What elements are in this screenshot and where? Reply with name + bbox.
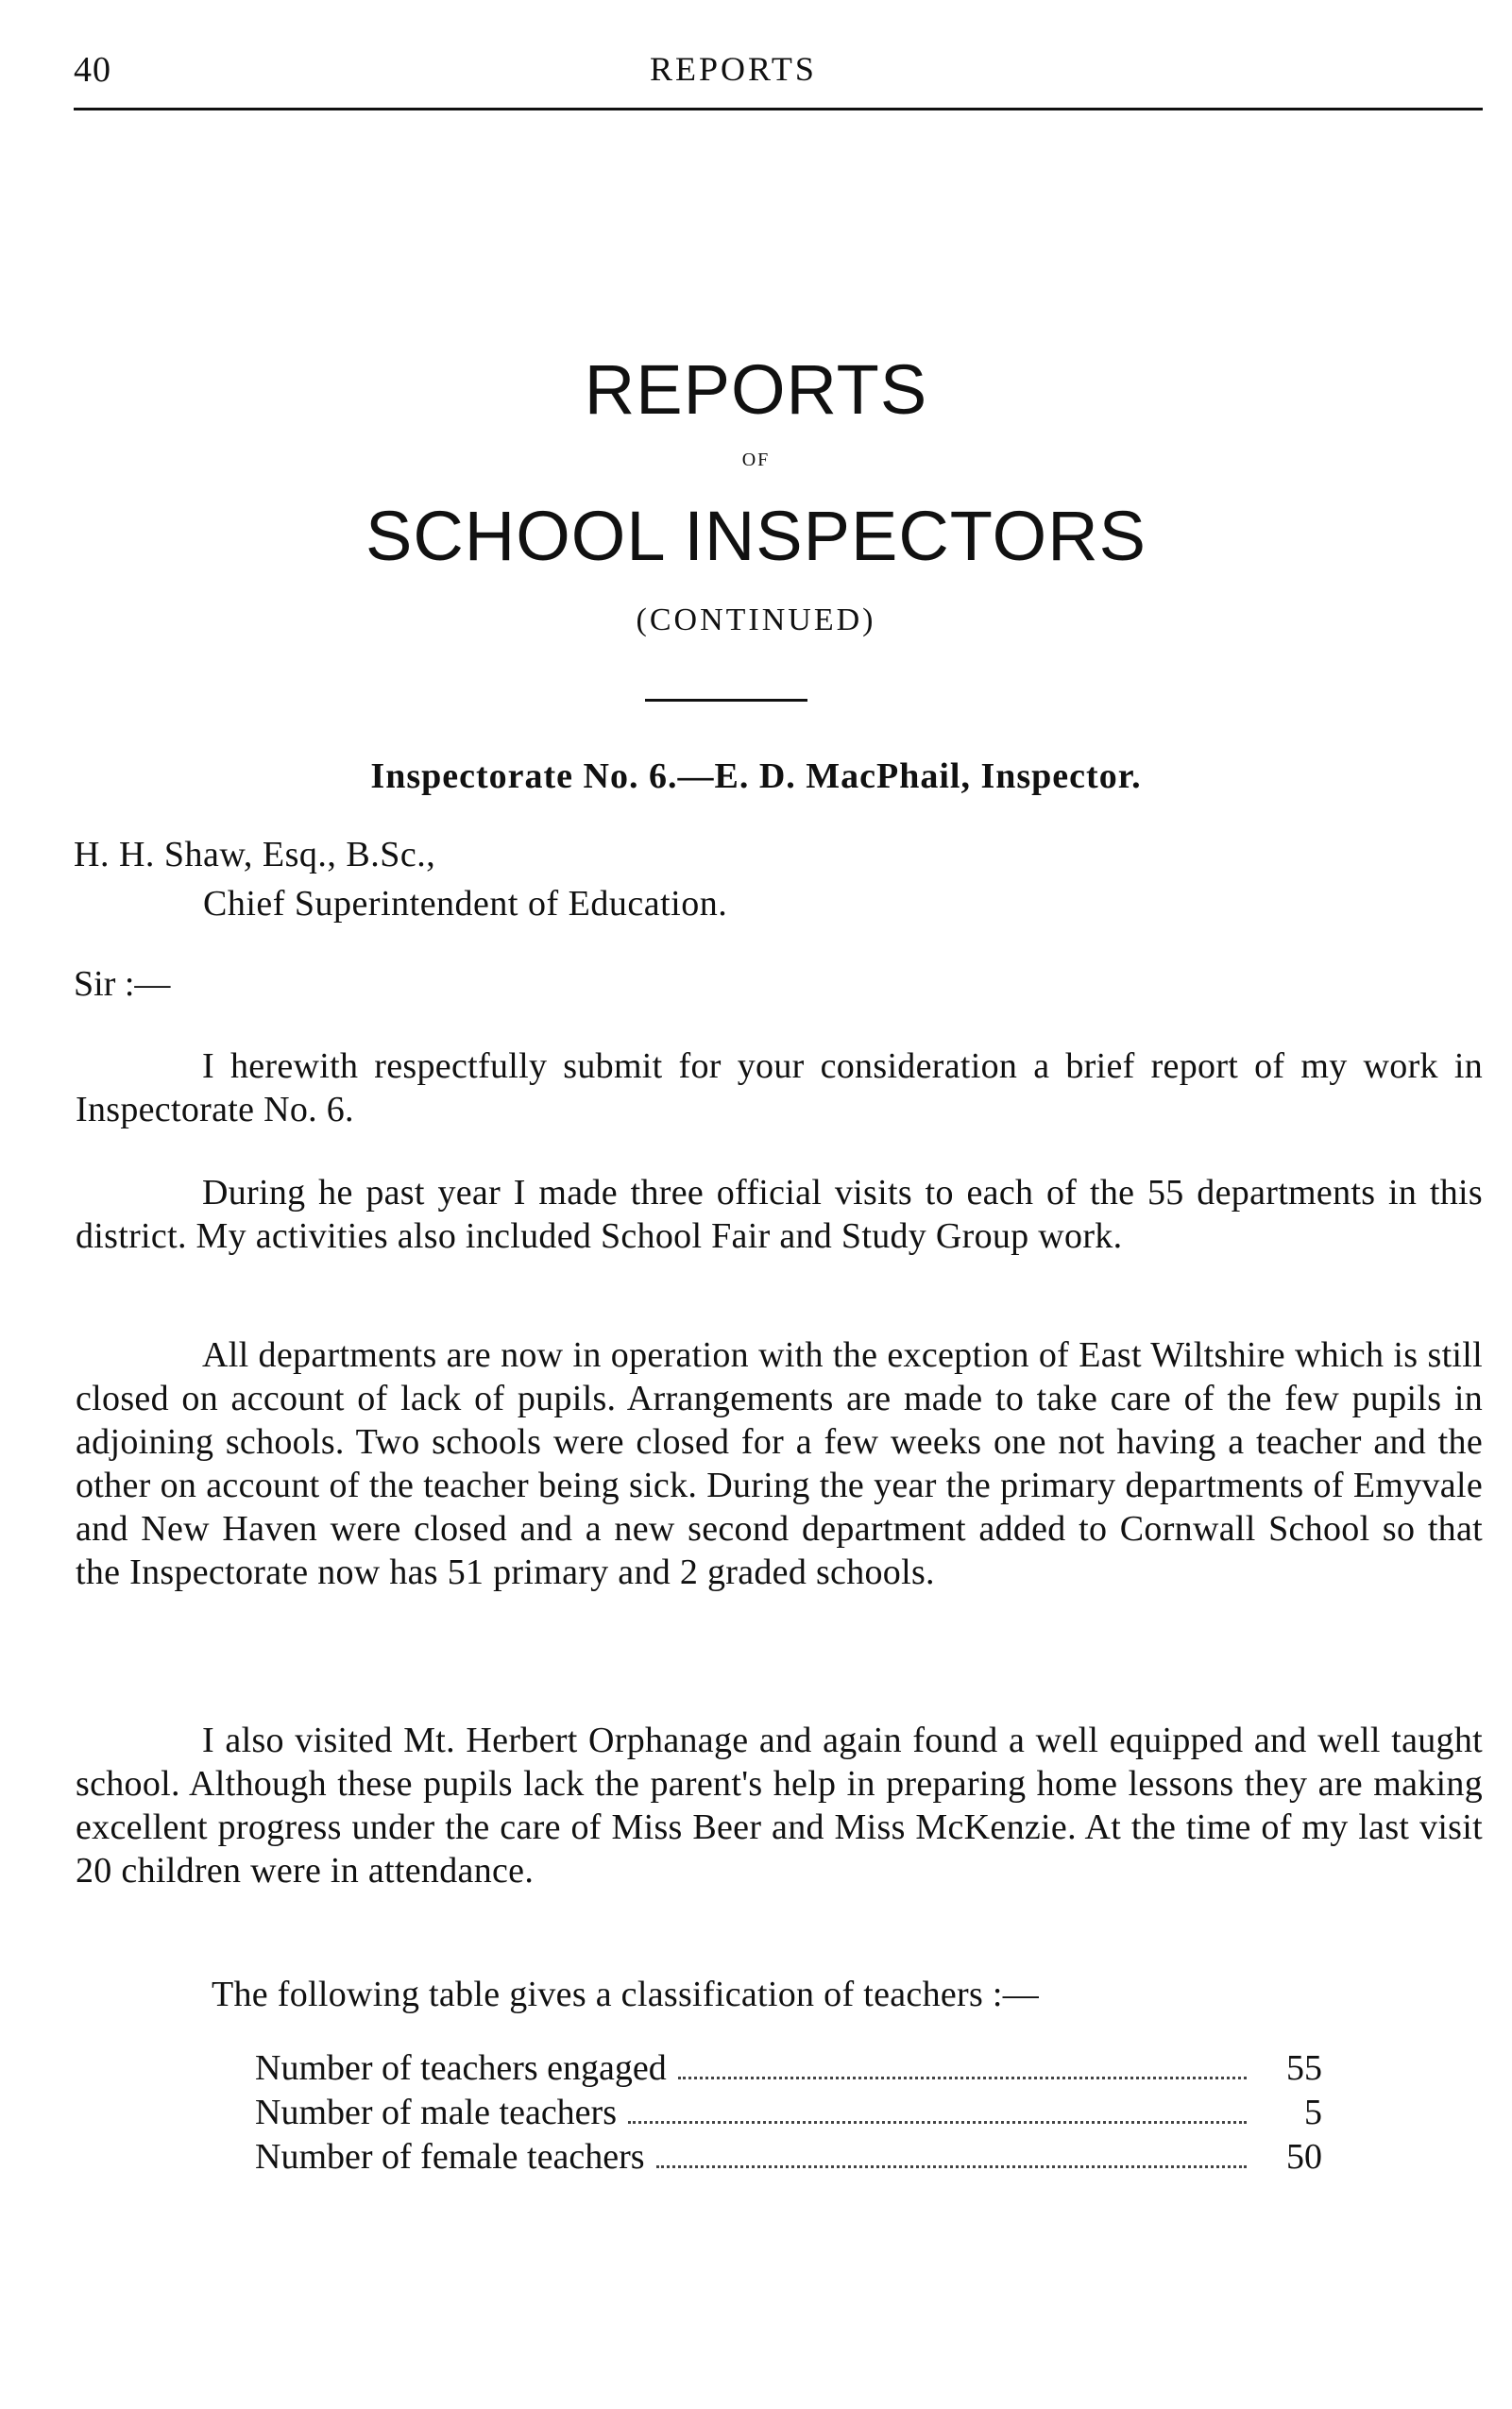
running-header — [74, 49, 1481, 106]
table-row — [255, 2092, 1322, 2136]
title-rule — [645, 699, 807, 702]
title-school-inspectors: SCHOOL INSPECTORS — [365, 497, 1147, 575]
dot-leader — [678, 2077, 1247, 2079]
table-row — [255, 2047, 1322, 2092]
row-label: Number of female teachers — [255, 2137, 645, 2177]
paragraph-orphanage: I also visited Mt. Herbert Orphanage and again found a well equipped and well taught school. Although these pupils lack the parent's help in preparing home lessons they are making excellent progress under the care of Miss Beer and Miss McKenzie. At the time of my last visit 20 children were in attendance. — [76, 1721, 1483, 1891]
running-title: REPORTS — [650, 50, 817, 88]
table-intro: The following table gives a classification of teachers :— — [212, 1975, 1040, 2014]
row-label: Number of male teachers — [255, 2093, 617, 2132]
salutation: Sir :— — [74, 964, 171, 1004]
row-value: 5 — [1304, 2093, 1322, 2132]
dot-leader — [656, 2165, 1247, 2168]
dot-leader — [628, 2121, 1247, 2124]
row-value: 50 — [1286, 2137, 1322, 2177]
row-value: 55 — [1286, 2048, 1322, 2088]
header-rule — [74, 108, 1483, 110]
paragraph-departments: All departments are now in operation with the exception of East Wiltshire which is still closed on account of lack of pupils. Arrangements are made to take care of the few pupils in adjoining schools. Two schools were closed for a few weeks one not having a teacher and the other on account of the teacher being sick. During the year the primary departments of Emyvale and New Haven were closed and a new second department added to Cornwall School so that the Inspectorate now has 51 primary and 2 graded schools. — [76, 1335, 1483, 1592]
title-reports: REPORTS — [584, 350, 928, 429]
row-label: Number of teachers engaged — [255, 2048, 667, 2088]
paragraph-intro: I herewith respectfully submit for your consideration a brief report of my work in Inspectorate No. 6. — [76, 1046, 1483, 1129]
title-continued: (CONTINUED) — [636, 602, 876, 637]
addressee-title: Chief Superintendent of Education. — [203, 884, 728, 924]
title-of: OF — [741, 450, 771, 470]
page-number: 40 — [74, 50, 111, 90]
inspectorate-heading: Inspectorate No. 6.—E. D. MacPhail, Inspector. — [370, 756, 1142, 796]
paragraph-visits: During he past year I made three official visits to each of the 55 departments in this district. My activities also included School Fair and Study Group work. — [76, 1173, 1483, 1256]
table-row — [255, 2136, 1322, 2180]
teacher-table — [255, 2047, 1322, 2180]
addressee-name: H. H. Shaw, Esq., B.Sc., — [74, 835, 436, 874]
